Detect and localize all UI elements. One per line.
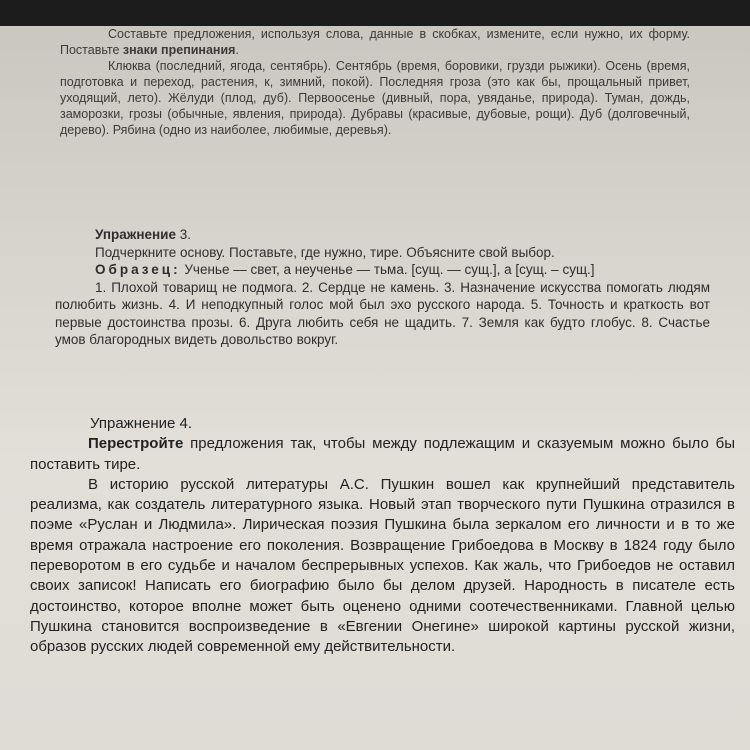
exercise-3-sample-label: Образец:	[95, 262, 181, 277]
exercise-3-sample-text: Ученье — свет, а неученье — тьма. [сущ. — сущ.], а [сущ. – сущ.]	[180, 262, 595, 277]
task-1-instruction-text: Составьте предложения, используя слова, данные в скобках, измените, если нужно, их форму. Поставьте	[60, 27, 690, 57]
exercise-3-block	[55, 226, 710, 349]
exercise-4-block	[30, 414, 735, 658]
exercise-3-heading	[95, 226, 710, 244]
task-1-text: Клюква (последний, ягода, сентябрь). Сентябрь (время, боровики, грузди рыжики). Осень (время, подготовка и переход, растения, к, зимний, покой). Последняя гроза (это как бы, прощальный привет, уходящий, лето). Жёлуди (плод, дуб). Первоосенье (дивный, пора, увяданье, природа). Туман, дождь, заморозки, грозы (обычные, явления, природа). Дубравы (красивые, дубовые, рощи). Дуб (долговечный, дерево). Рябина (одно из наиболее, любимые, деревья).	[60, 59, 690, 137]
exercise-3-instruction: Подчеркните основу. Поставьте, где нужно, тире. Объясните свой выбор.	[95, 244, 555, 260]
exercise-4-heading: Упражнение 4.	[90, 415, 193, 432]
exercise-4-text: В историю русской литературы А.С. Пушкин вошел как крупнейший представитель реализма, как создатель литературного языка. Новый этап творческого пути Пушкина отразился в поэме «Руслан и Людмила». Лирическая поэзия Пушкина была зеркалом его личности и в то же время отражала настроение его поколения. Возвращение Грибоедова в Москву в 1824 году было переворотом в его судьбе и началом беспрерывных успехов. Как жаль, что Грибоедов не оставил своих записок! Написать его биографию было бы делом друзей. Народность в писателе есть достоинство, которое вполне может быть оценено одними соотечественниками. Главной целью Пушкина становится воспроизведение в «Евгении Онегине» широкой картины русской жизни, образов русских людей современной ему действительности.	[30, 475, 735, 656]
exercise-4-instruction-text: предложения так, чтобы между подлежащим и сказуемым можно было бы поставить тире.	[30, 435, 735, 473]
exercise-4-instruction	[30, 434, 735, 475]
task-1-instruction-end: .	[235, 43, 239, 57]
exercise-3-heading-bold: Упражнение	[95, 227, 176, 242]
exercise-3-heading-num: 3.	[176, 227, 192, 242]
task-1-instruction-bold: знаки препинания	[122, 43, 236, 57]
task-1-instruction	[60, 26, 690, 58]
exercise-3-sample	[55, 261, 710, 279]
textbook-page	[0, 26, 750, 750]
exercise-3-text: 1. Плохой товарищ не подмога. 2. Сердце не камень. 3. Назначение искусства помогать людям полюбить жизнь. 4. И неподкупный голос мой был эхо русского народа. 5. Точность и краткость вот первые достоинства прозы. 6. Друга любить себя не щадить. 7. Земля как будто глобус. 8. Счастье умов благородных видеть довольство вокруг.	[55, 279, 710, 347]
exercise-4-instruction-bold: Перестройте	[88, 435, 184, 453]
task-1-block	[60, 26, 690, 138]
